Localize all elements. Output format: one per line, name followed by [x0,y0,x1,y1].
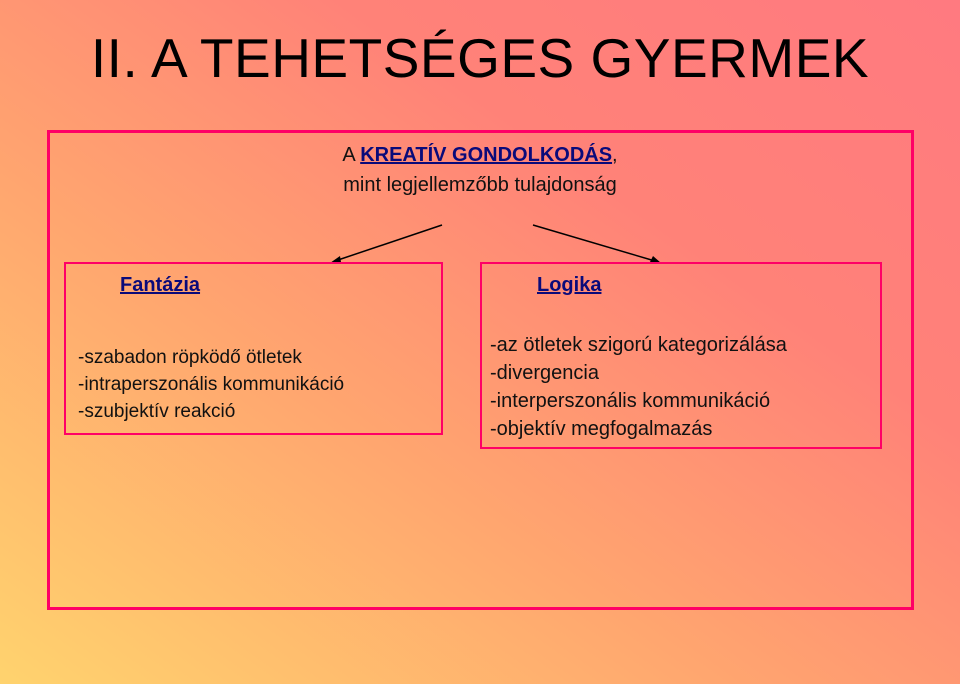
fantasy-list [78,344,344,425]
list-item: -intraperszonális kommunikáció [78,374,345,395]
subtitle-line2: mint legjellemzőbb tulajdonság [343,174,617,196]
logic-box [480,262,882,449]
logic-heading: Logika [537,274,602,296]
subtitle-suffix: , [612,144,618,166]
list-item: -szabadon röpködő ötletek [78,347,302,368]
subtitle-keyword: KREATÍV GONDOLKODÁS [360,144,613,166]
arrow-right [533,225,655,261]
list-item: -az ötletek szigorú kategorizálása [490,334,787,356]
list-item: -divergencia [490,362,599,384]
subtitle-prefix: A [342,144,361,166]
arrow-left [335,225,442,261]
logic-list [490,331,787,443]
fantasy-box [64,262,443,435]
list-item: -interperszonális kommunikáció [490,390,771,412]
list-item: -szubjektív reakció [78,401,236,422]
fantasy-heading: Fantázia [120,274,201,296]
slide-title: II. A TEHETSÉGES GYERMEK [90,27,870,89]
list-item: -objektív megfogalmazás [490,418,713,440]
